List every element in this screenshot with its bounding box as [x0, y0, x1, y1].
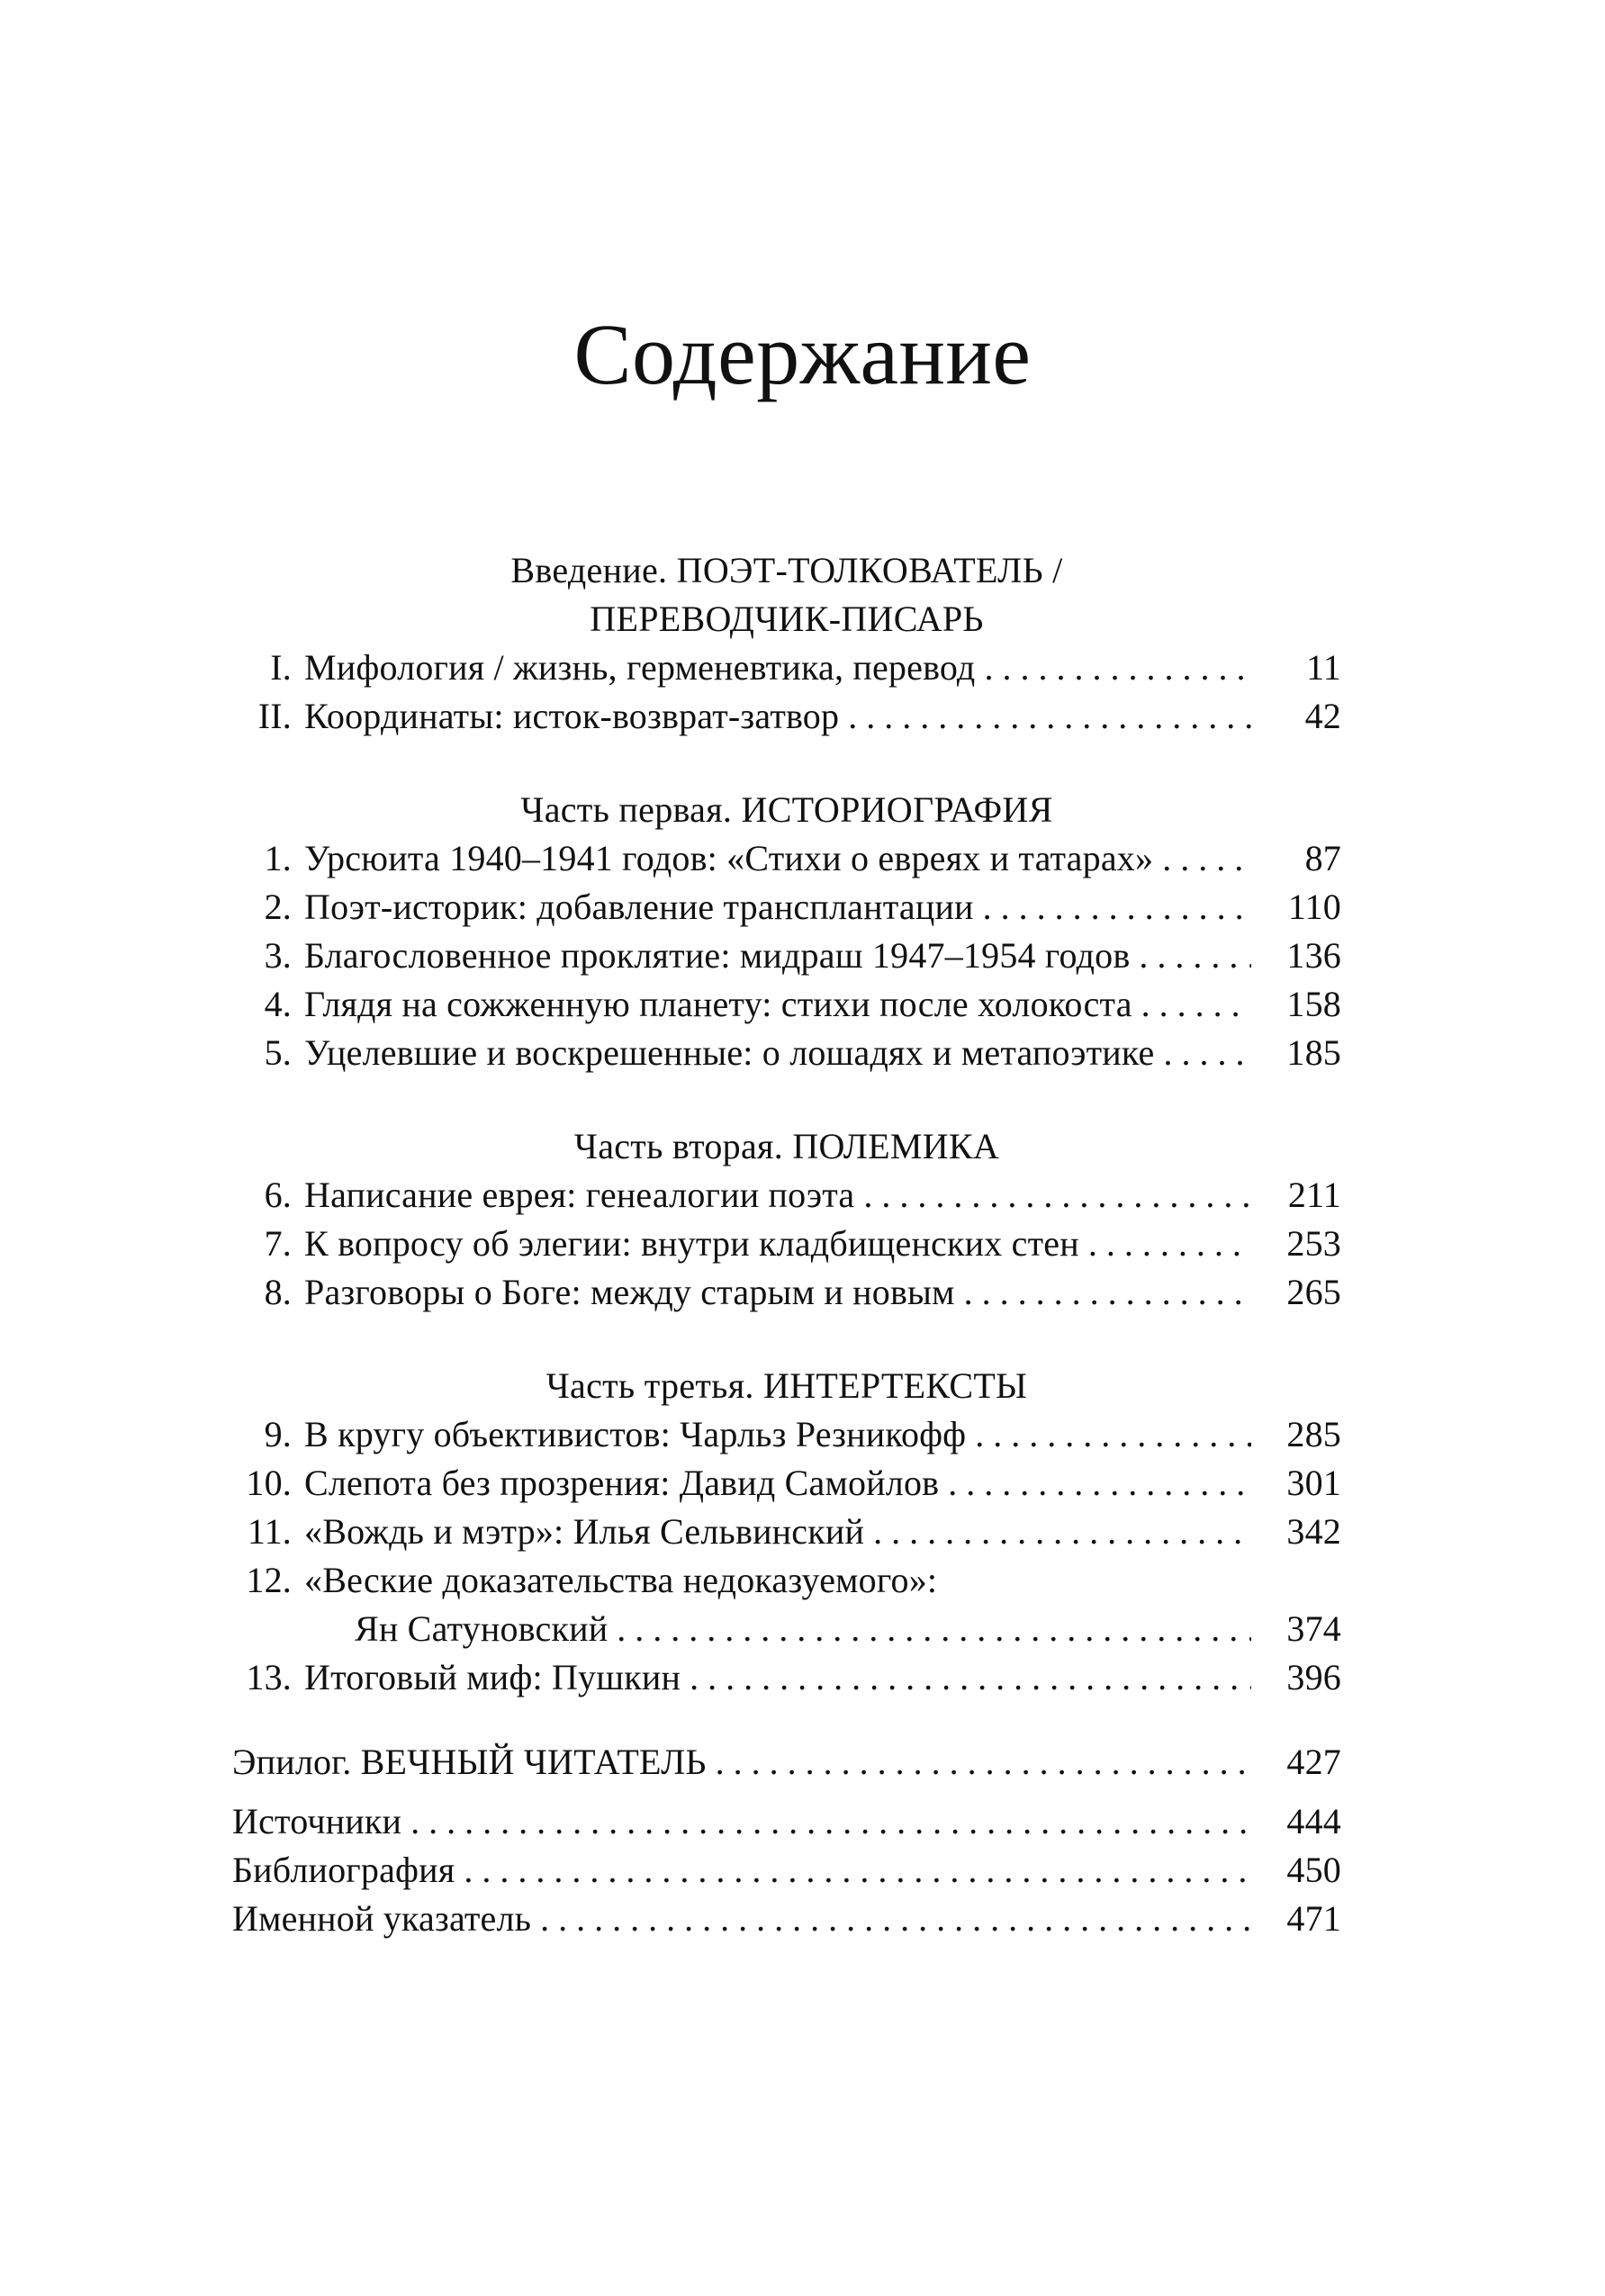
- intro-heading-line1: Введение. ПОЭТ-ТОЛКОВАТЕЛЬ /: [510, 550, 1063, 590]
- part3-entries: [232, 1410, 1341, 1702]
- toc-entry-sources[interactable]: [232, 1797, 1341, 1846]
- toc-entry[interactable]: [232, 1029, 1341, 1077]
- part2-heading: Часть вторая. ПОЛЕМИКА: [573, 1126, 1000, 1166]
- entry-page: 42: [1304, 696, 1341, 736]
- entry-page: 342: [1286, 1511, 1341, 1552]
- dot-leader: [975, 1410, 1251, 1459]
- entry-page: 396: [1286, 1657, 1341, 1697]
- intro-entries: [232, 644, 1341, 741]
- toc-entry[interactable]: [232, 1459, 1341, 1508]
- entry-page: 301: [1286, 1463, 1341, 1503]
- dot-leader: [984, 644, 1251, 692]
- toc-entry-wrapped-first-line[interactable]: [232, 1556, 1341, 1605]
- entry-page: 158: [1286, 984, 1341, 1024]
- dot-leader: [1141, 980, 1251, 1029]
- entry-page: 427: [1286, 1742, 1341, 1782]
- dot-leader: [873, 1508, 1251, 1556]
- toc-entry[interactable]: [232, 1171, 1341, 1220]
- part2-entries: [232, 1171, 1341, 1317]
- toc-entry[interactable]: [232, 834, 1341, 883]
- toc-entry[interactable]: [232, 1220, 1341, 1268]
- dot-leader: [1162, 834, 1251, 883]
- entry-number: 10.: [246, 1463, 292, 1503]
- entry-number: 7.: [264, 1223, 292, 1264]
- entry-title: Разговоры о Боге: между старым и новым: [304, 1272, 955, 1312]
- entry-number: 8.: [264, 1272, 292, 1312]
- entry-page: 444: [1286, 1801, 1341, 1841]
- entry-title: К вопросу об элегии: внутри кладбищенских стен: [304, 1223, 1079, 1264]
- part3-heading: Часть третья. ИНТЕРТЕКСТЫ: [546, 1365, 1028, 1406]
- toc-entry[interactable]: [232, 644, 1341, 692]
- dot-leader: [464, 1846, 1251, 1895]
- intro-heading-line2: ПЕРЕВОДЧИК-ПИСАРЬ: [590, 599, 984, 639]
- entry-title: Слепота без прозрения: Давид Самойлов: [304, 1463, 940, 1503]
- entry-title: В кругу объективистов: Чарльз Резникофф: [304, 1414, 967, 1454]
- toc-entry-wrapped-second-line[interactable]: [232, 1605, 1341, 1653]
- dot-leader: [964, 1268, 1251, 1317]
- back-matter-entries: [232, 1738, 1341, 1943]
- toc-entry-epilogue[interactable]: [232, 1738, 1341, 1787]
- part1-heading: Часть первая. ИСТОРИОГРАФИЯ: [520, 789, 1053, 830]
- entry-title: Библиография: [232, 1850, 455, 1890]
- entry-number: 4.: [264, 984, 292, 1024]
- dot-leader: [948, 1459, 1251, 1508]
- entry-title: Глядя на сожженную планету: стихи после холокоста: [304, 984, 1132, 1024]
- entry-page: 185: [1286, 1032, 1341, 1073]
- entry-number: 2.: [264, 887, 292, 927]
- entry-page: 450: [1286, 1850, 1341, 1890]
- entry-number: 5.: [264, 1032, 292, 1073]
- entry-page: 136: [1286, 935, 1341, 976]
- entry-title: Источники: [232, 1801, 402, 1841]
- page-title: Содержание: [573, 306, 1032, 403]
- entry-title: Эпилог. ВЕЧНЫЙ ЧИТАТЕЛЬ: [232, 1742, 707, 1782]
- entry-page: 285: [1286, 1414, 1341, 1454]
- toc-entry[interactable]: [232, 1653, 1341, 1702]
- entry-number: 1.: [264, 838, 292, 878]
- entry-number: 6.: [264, 1175, 292, 1215]
- entry-page: 253: [1286, 1223, 1341, 1264]
- part1-entries: [232, 834, 1341, 1077]
- entry-title: «Веские доказательства недоказуемого»:: [304, 1560, 938, 1600]
- toc-entry[interactable]: [232, 692, 1341, 741]
- entry-title: Именной указатель: [232, 1898, 532, 1939]
- dot-leader: [863, 1171, 1251, 1220]
- entry-title: Координаты: исток-возврат-затвор: [304, 696, 840, 736]
- toc-entry[interactable]: [232, 980, 1341, 1029]
- entry-number: 12.: [246, 1560, 292, 1600]
- entry-title: «Вождь и мэтр»: Илья Сельвинский: [304, 1511, 865, 1552]
- dot-leader: [410, 1797, 1251, 1846]
- entry-title: Написание еврея: генеалогии поэта: [304, 1175, 855, 1215]
- entry-title: Итоговый миф: Пушкин: [304, 1657, 681, 1697]
- entry-number: I.: [270, 647, 292, 688]
- toc-entry[interactable]: [232, 1508, 1341, 1556]
- toc-entry[interactable]: [232, 883, 1341, 932]
- toc-entry[interactable]: [232, 932, 1341, 980]
- entry-title: Поэт-историк: добавление трансплантации: [304, 887, 974, 927]
- dot-leader: [690, 1653, 1251, 1702]
- entry-title: Уцелевшие и воскрешенные: о лошадях и метапоэтике: [304, 1032, 1155, 1073]
- entry-number: II.: [257, 696, 292, 736]
- entry-title: Благословенное проклятие: мидраш 1947–1954 годов: [304, 935, 1131, 976]
- entry-page: 110: [1287, 887, 1341, 927]
- entry-page: 11: [1306, 647, 1341, 688]
- dot-leader: [617, 1605, 1251, 1653]
- entry-number: 3.: [264, 935, 292, 976]
- entry-page: 374: [1286, 1608, 1341, 1649]
- entry-number: 13.: [246, 1657, 292, 1697]
- dot-leader: [1163, 1029, 1251, 1077]
- entry-page: 471: [1286, 1898, 1341, 1939]
- entry-title: Мифология / жизнь, герменевтика, перевод: [304, 647, 976, 688]
- entry-page: 211: [1287, 1175, 1341, 1215]
- entry-title-continued: Ян Сатуновский: [355, 1608, 609, 1649]
- toc-entry[interactable]: [232, 1410, 1341, 1459]
- dot-leader: [716, 1738, 1251, 1787]
- toc-entry-bibliography[interactable]: [232, 1846, 1341, 1895]
- entry-number: 9.: [264, 1414, 292, 1454]
- entry-number: 11.: [247, 1511, 292, 1552]
- dot-leader: [848, 692, 1251, 741]
- entry-page: 87: [1304, 838, 1341, 878]
- entry-page: 265: [1286, 1272, 1341, 1312]
- dot-leader: [1088, 1220, 1251, 1268]
- entry-title: Урсюита 1940–1941 годов: «Стихи о евреях и татарах»: [304, 838, 1154, 878]
- toc-entry-name-index[interactable]: [232, 1895, 1341, 1943]
- table-of-contents: [232, 546, 1341, 1943]
- dot-leader: [1139, 932, 1251, 980]
- toc-entry[interactable]: [232, 1268, 1341, 1317]
- dot-leader: [983, 883, 1251, 932]
- dot-leader: [540, 1895, 1251, 1943]
